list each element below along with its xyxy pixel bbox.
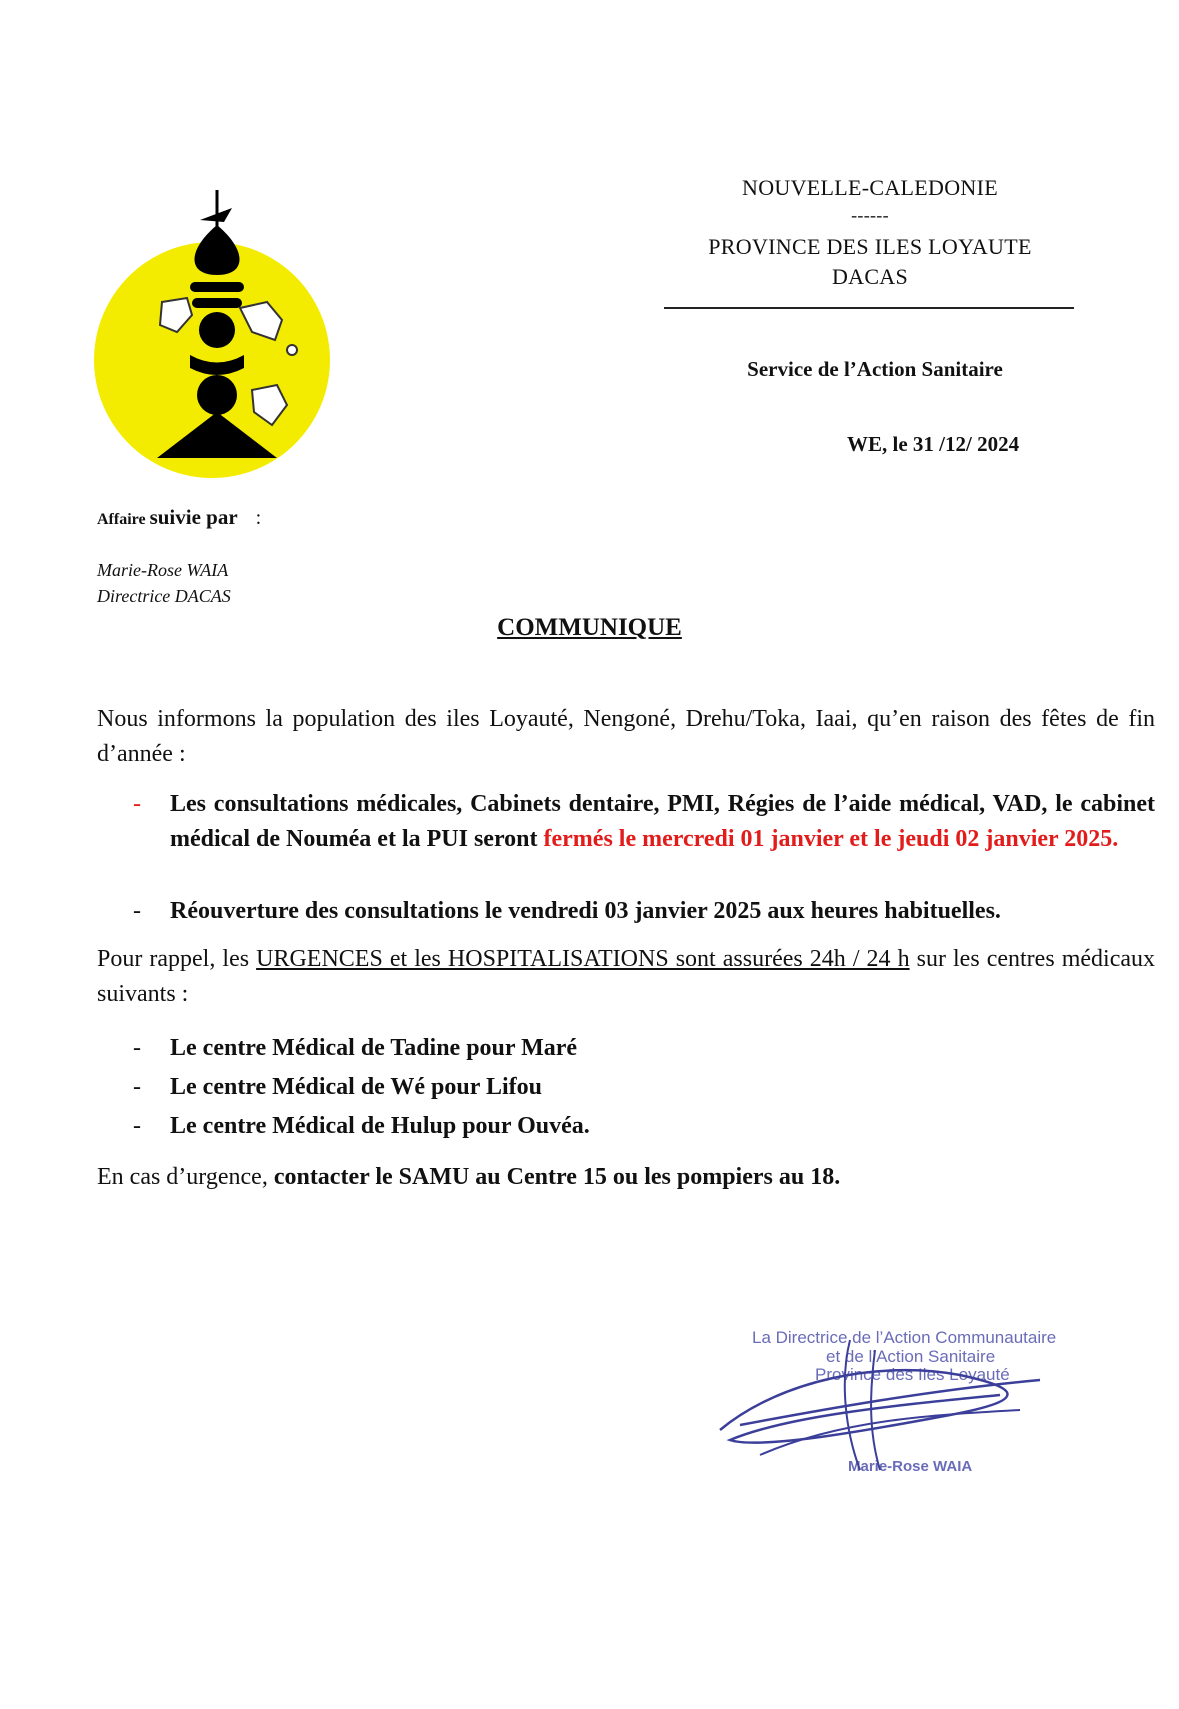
header-separator: ------ (851, 205, 889, 225)
reminder-suffix: sur les centres médicaux suivants : (97, 946, 1156, 1007)
affaire-label-small: Affaire (97, 511, 146, 528)
reminder-prefix: Pour rappel, les (97, 946, 250, 972)
affaire-label-big: suivie par (149, 505, 238, 529)
closure-item-2: Réouverture des consultations le vendredi 03 janvier 2025 aux heures habituelles. (170, 898, 1001, 924)
header-department: DACAS (831, 264, 909, 289)
province-emblem-icon (92, 190, 342, 480)
closure-item-1-text: Les consultations médicales, Cabinets dentaire, PMI, Régies de l’aide médical, VAD, le cabinet médical de Nouméa et la PUI seront (170, 791, 1155, 852)
closure-item-1-highlight: fermés le mercredi 01 janvier et le jeudi 02 janvier 2025. (543, 826, 1119, 852)
list-dash: - (133, 1035, 141, 1061)
stamp-line-2: et de l’Action Sanitaire (826, 1347, 996, 1366)
list-dash: - (133, 898, 141, 924)
list-dash: - (133, 791, 141, 817)
sender-name: Marie-Rose WAIA (97, 560, 229, 580)
intro-paragraph: Nous informons la population des iles Loyauté, Nengoné, Drehu/Toka, Iaai, qu’en raison des fêtes de fin d’année : (97, 706, 1155, 767)
affaire-colon: : (255, 507, 262, 529)
sender-role: Directrice DACAS (97, 586, 231, 606)
center-item: Le centre Médical de Wé pour Lifou (170, 1074, 542, 1100)
reminder-paragraph (97, 942, 1155, 1012)
stamp-line-3: Province des Iles Loyauté (815, 1365, 1010, 1384)
document-date: WE, le 31 /12/ 2024 (847, 432, 1020, 456)
document-title: COMMUNIQUE (497, 614, 682, 641)
signature-icon (700, 1320, 1090, 1490)
center-item: Le centre Médical de Tadine pour Maré (170, 1035, 578, 1061)
emergency-paragraph (97, 1160, 1155, 1195)
affaire-label (97, 505, 261, 530)
header-divider (664, 307, 1074, 309)
header-province: PROVINCE DES ILES LOYAUTE (708, 234, 1032, 259)
center-item: Le centre Médical de Hulup pour Ouvéa. (170, 1113, 590, 1139)
header-country: NOUVELLE-CALEDONIE (742, 175, 998, 200)
stamp-name: Marie-Rose WAIA (848, 1458, 973, 1475)
emergency-contact: contacter le SAMU au Centre 15 ou les pompiers au 18. (273, 1164, 841, 1190)
closure-item-1 (170, 787, 1155, 857)
list-dash: - (133, 1113, 141, 1139)
stamp-line-1: La Directrice de l’Action Communautaire (752, 1328, 1057, 1347)
service-name: Service de l’Action Sanitaire (747, 357, 1003, 381)
list-dash: - (133, 1074, 141, 1100)
reminder-underlined: URGENCES et les HOSPITALISATIONS sont assurées 24h / 24 h (256, 946, 910, 972)
emergency-prefix: En cas d’urgence, (97, 1164, 268, 1190)
